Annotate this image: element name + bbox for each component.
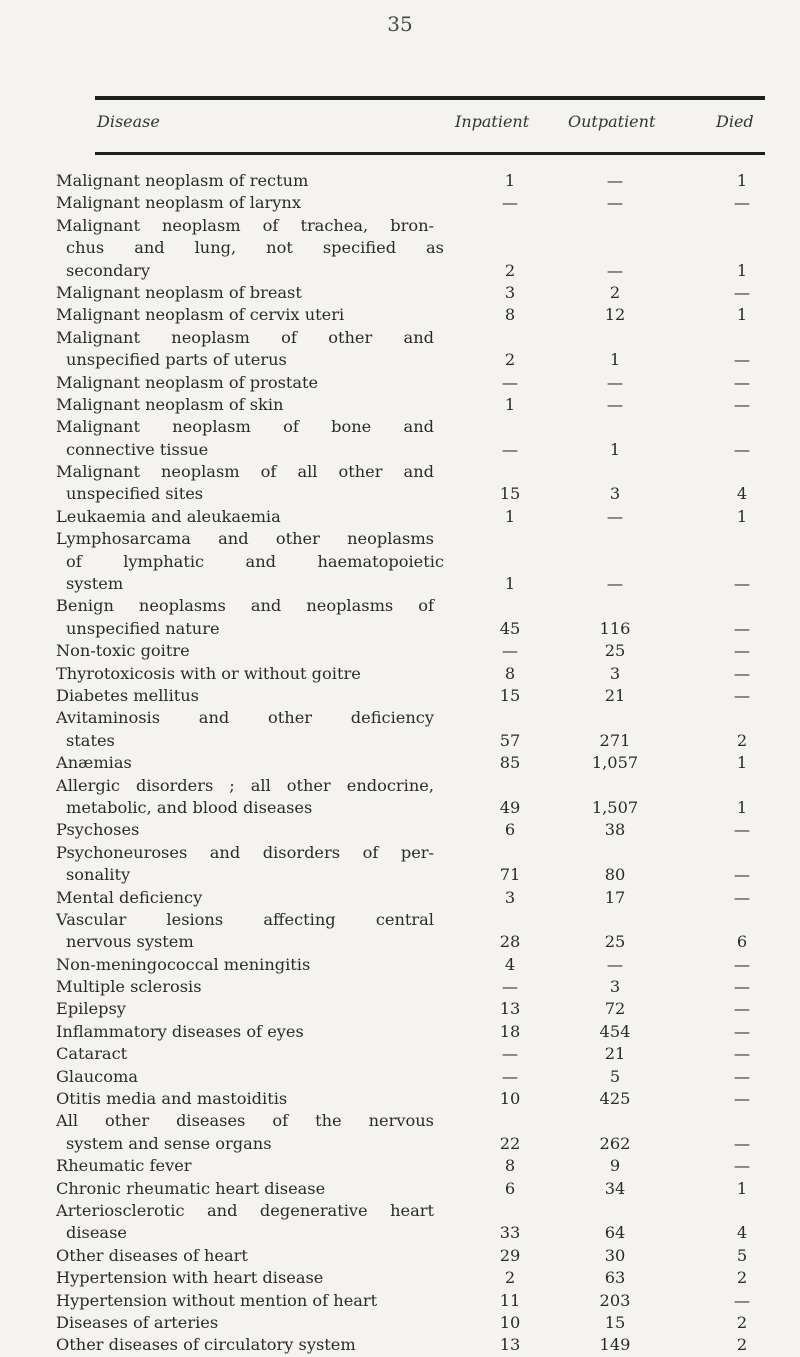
inpatient-count: —: [501, 641, 519, 661]
died-count: —: [733, 1021, 751, 1041]
outpatient-count: 34: [604, 1178, 626, 1198]
died-count: —: [733, 618, 751, 638]
died-count: 1: [736, 260, 748, 280]
disease-name: Chronic rheumatic heart disease: [56, 1178, 326, 1198]
disease-name: Benign neoplasms and neoplasms of: [56, 596, 434, 616]
disease-name: Leukaemia and aleukaemia: [56, 506, 281, 526]
outpatient-count: 17: [604, 887, 626, 907]
inpatient-count: 3: [504, 282, 516, 302]
inpatient-count: 10: [499, 1089, 521, 1109]
outpatient-count: 25: [604, 641, 626, 661]
table-row: [0, 998, 800, 1020]
disease-name: Malignant neoplasm of rectum: [56, 171, 309, 190]
disease-name: All other diseases of the nervous: [56, 1111, 434, 1131]
table-row: [0, 282, 800, 304]
inpatient-count: 33: [499, 1223, 521, 1243]
disease-name: Malignant neoplasm of prostate: [56, 372, 319, 392]
table-row: [0, 1178, 800, 1200]
inpatient-count: —: [501, 1044, 519, 1064]
inpatient-count: 18: [499, 1021, 521, 1041]
died-count: —: [733, 1089, 751, 1109]
died-count: 6: [736, 932, 748, 952]
inpatient-count: 2: [504, 260, 516, 280]
outpatient-count: 12: [604, 305, 626, 325]
table-row: [0, 1200, 800, 1222]
disease-name: Malignant neoplasm of trachea, bron-: [56, 215, 434, 235]
disease-name: Malignant neoplasm of larynx: [56, 193, 301, 213]
disease-name: unspecified sites: [66, 484, 204, 504]
outpatient-count: —: [606, 193, 624, 213]
inpatient-count: 8: [504, 305, 516, 325]
table-row: [0, 1021, 800, 1043]
disease-table: [0, 170, 800, 1357]
disease-name: system and sense organs: [66, 1133, 272, 1153]
disease-name: Epilepsy: [56, 999, 126, 1019]
table-row: [0, 506, 800, 528]
died-count: —: [733, 1066, 751, 1086]
outpatient-count: 30: [604, 1245, 626, 1265]
disease-name: Arteriosclerotic and degenerative heart: [56, 1200, 434, 1220]
outpatient-count: 425: [599, 1089, 631, 1109]
outpatient-count: 3: [609, 484, 621, 504]
inpatient-count: —: [501, 977, 519, 997]
table-row: [0, 931, 800, 953]
inpatient-count: 1: [504, 394, 516, 414]
died-count: —: [733, 193, 751, 213]
died-count: 2: [736, 1312, 748, 1332]
disease-name: Otitis media and mastoiditis: [56, 1089, 288, 1109]
disease-name: system: [66, 574, 124, 594]
table-row: [0, 483, 800, 505]
outpatient-count: 72: [604, 999, 626, 1019]
outpatient-count: 21: [604, 685, 626, 705]
disease-name: Malignant neoplasm of other and: [56, 327, 434, 347]
table-row: [0, 685, 800, 707]
table-row: [0, 976, 800, 998]
table-row: [0, 887, 800, 909]
disease-name: Diseases of arteries: [56, 1312, 219, 1332]
outpatient-count: 15: [604, 1312, 626, 1332]
outpatient-count: —: [606, 171, 624, 190]
table-row: [0, 304, 800, 326]
disease-name: Vascular lesions affecting central: [56, 909, 434, 929]
inpatient-count: 10: [499, 1312, 521, 1332]
disease-name: Non-toxic goitre: [56, 641, 190, 661]
table-row: [0, 394, 800, 416]
disease-name: Anæmias: [56, 753, 132, 773]
table-row: [0, 1312, 800, 1334]
died-count: —: [733, 977, 751, 997]
outpatient-count: 149: [599, 1335, 631, 1355]
died-count: —: [733, 1290, 751, 1310]
disease-name: Other diseases of circulatory system: [56, 1335, 356, 1355]
outpatient-count: 262: [599, 1133, 631, 1153]
outpatient-count: 80: [604, 865, 626, 885]
outpatient-count: 2: [609, 282, 621, 302]
column-header-inpatient: Inpatient: [455, 112, 530, 131]
inpatient-count: 15: [499, 484, 521, 504]
table-row: [0, 663, 800, 685]
disease-name: Malignant neoplasm of cervix uteri: [56, 305, 345, 325]
outpatient-count: —: [606, 394, 624, 414]
disease-name: Malignant neoplasm of breast: [56, 282, 302, 302]
column-header-died: Died: [716, 112, 754, 131]
table-row: [0, 528, 800, 550]
disease-name: Malignant neoplasm of skin: [56, 394, 284, 414]
disease-name: Diabetes mellitus: [56, 685, 199, 705]
inpatient-count: 11: [499, 1290, 521, 1310]
outpatient-count: 9: [609, 1156, 621, 1176]
outpatient-count: 63: [604, 1268, 626, 1288]
table-row: [0, 618, 800, 640]
outpatient-count: 271: [599, 730, 631, 750]
table-row: [0, 327, 800, 349]
table-row: [0, 797, 800, 819]
died-count: 5: [736, 1245, 748, 1265]
disease-name: connective tissue: [66, 439, 209, 459]
inpatient-count: 1: [504, 171, 516, 190]
died-count: 2: [736, 730, 748, 750]
table-row: [0, 1088, 800, 1110]
table-row: [0, 909, 800, 931]
inpatient-count: 13: [499, 1335, 521, 1355]
disease-name: secondary: [66, 260, 151, 280]
outpatient-count: 25: [604, 932, 626, 952]
table-row: [0, 819, 800, 841]
died-count: —: [733, 685, 751, 705]
outpatient-count: 1: [609, 439, 621, 459]
died-count: 4: [736, 1223, 748, 1243]
disease-name: Lymphosarcama and other neoplasms: [56, 529, 434, 549]
column-header-outpatient: Outpatient: [568, 112, 656, 131]
outpatient-count: —: [606, 260, 624, 280]
table-row: [0, 170, 800, 192]
inpatient-count: 71: [499, 865, 521, 885]
outpatient-count: 3: [609, 663, 621, 683]
died-count: 1: [736, 171, 748, 190]
inpatient-count: 8: [504, 663, 516, 683]
table-row: [0, 1334, 800, 1356]
disease-name: Avitaminosis and other deficiency: [56, 708, 434, 728]
outpatient-count: —: [606, 506, 624, 526]
inpatient-count: 22: [499, 1133, 521, 1153]
inpatient-count: 3: [504, 887, 516, 907]
outpatient-count: 21: [604, 1044, 626, 1064]
died-count: —: [733, 887, 751, 907]
disease-name: Non-meningococcal meningitis: [56, 954, 311, 974]
inpatient-count: 15: [499, 685, 521, 705]
disease-name: Malignant neoplasm of all other and: [56, 462, 434, 482]
header-bottom-rule: [95, 152, 765, 155]
table-row: [0, 215, 800, 237]
table-row: [0, 349, 800, 371]
disease-name: nervous system: [66, 932, 194, 952]
outpatient-count: —: [606, 372, 624, 392]
disease-name: states: [66, 730, 115, 750]
table-row: [0, 1290, 800, 1312]
disease-name: Malignant neoplasm of bone and: [56, 417, 434, 437]
inpatient-count: 28: [499, 932, 521, 952]
table-row: [0, 775, 800, 797]
disease-name: sonality: [66, 865, 131, 885]
table-row: [0, 954, 800, 976]
disease-name: Allergic disorders ; all other endocrine,: [56, 775, 434, 795]
table-row: [0, 1133, 800, 1155]
outpatient-count: 1,507: [591, 797, 639, 817]
table-row: [0, 1110, 800, 1132]
disease-name: Inflammatory diseases of eyes: [56, 1021, 304, 1041]
died-count: —: [733, 439, 751, 459]
disease-name: Psychoneuroses and disorders of per-: [56, 842, 434, 862]
page-number: 35: [387, 12, 413, 36]
outpatient-count: 1: [609, 350, 621, 370]
inpatient-count: 85: [499, 753, 521, 773]
disease-name: Glaucoma: [56, 1066, 138, 1086]
table-row: [0, 842, 800, 864]
table-row: [0, 192, 800, 214]
died-count: —: [733, 372, 751, 392]
inpatient-count: —: [501, 193, 519, 213]
died-count: —: [733, 1133, 751, 1153]
died-count: —: [733, 820, 751, 840]
inpatient-count: —: [501, 439, 519, 459]
inpatient-count: 2: [504, 1268, 516, 1288]
outpatient-count: 5: [609, 1066, 621, 1086]
died-count: 1: [736, 305, 748, 325]
inpatient-count: 8: [504, 1156, 516, 1176]
disease-name: Rheumatic fever: [56, 1156, 192, 1176]
table-row: [0, 416, 800, 438]
inpatient-count: 13: [499, 999, 521, 1019]
inpatient-count: 1: [504, 574, 516, 594]
died-count: 1: [736, 753, 748, 773]
inpatient-count: 2: [504, 350, 516, 370]
inpatient-count: 4: [504, 954, 516, 974]
table-row: [0, 573, 800, 595]
disease-name: disease: [66, 1223, 127, 1243]
disease-name: Hypertension with heart disease: [56, 1268, 324, 1288]
outpatient-count: 3: [609, 977, 621, 997]
outpatient-count: 116: [599, 618, 631, 638]
outpatient-count: —: [606, 954, 624, 974]
inpatient-count: 49: [499, 797, 521, 817]
died-count: 1: [736, 797, 748, 817]
died-count: 1: [736, 1178, 748, 1198]
outpatient-count: 203: [599, 1290, 631, 1310]
inpatient-count: —: [501, 1066, 519, 1086]
disease-name: Multiple sclerosis: [56, 977, 202, 997]
table-row: [0, 1155, 800, 1177]
disease-name: of lymphatic and haematopoietic: [66, 551, 444, 571]
inpatient-count: 6: [504, 1178, 516, 1198]
table-row: [0, 439, 800, 461]
table-row: [0, 237, 800, 259]
outpatient-count: 454: [599, 1021, 631, 1041]
table-row: [0, 707, 800, 729]
table-row: [0, 1222, 800, 1244]
died-count: 2: [736, 1335, 748, 1355]
table-row: [0, 595, 800, 617]
table-row: [0, 551, 800, 573]
table-row: [0, 260, 800, 282]
table-row: [0, 372, 800, 394]
inpatient-count: 45: [499, 618, 521, 638]
died-count: 4: [736, 484, 748, 504]
header-top-rule: [95, 96, 765, 100]
inpatient-count: 29: [499, 1245, 521, 1265]
table-row: [0, 1066, 800, 1088]
outpatient-count: 38: [604, 820, 626, 840]
died-count: —: [733, 282, 751, 302]
table-row: [0, 1267, 800, 1289]
died-count: —: [733, 350, 751, 370]
disease-name: chus and lung, not specified as: [66, 238, 444, 258]
died-count: —: [733, 1044, 751, 1064]
died-count: —: [733, 999, 751, 1019]
inpatient-count: —: [501, 372, 519, 392]
disease-name: Cataract: [56, 1044, 128, 1064]
died-count: —: [733, 394, 751, 414]
disease-name: metabolic, and blood diseases: [66, 797, 313, 817]
disease-name: Mental deficiency: [56, 887, 203, 907]
died-count: —: [733, 865, 751, 885]
outpatient-count: —: [606, 574, 624, 594]
disease-name: Hypertension without mention of heart: [56, 1290, 378, 1310]
inpatient-count: 6: [504, 820, 516, 840]
table-row: [0, 864, 800, 886]
died-count: —: [733, 1156, 751, 1176]
inpatient-count: 57: [499, 730, 521, 750]
table-row: [0, 1043, 800, 1065]
disease-name: Thyrotoxicosis with or without goitre: [56, 663, 361, 683]
died-count: —: [733, 663, 751, 683]
table-row: [0, 752, 800, 774]
table-row: [0, 1245, 800, 1267]
died-count: —: [733, 574, 751, 594]
outpatient-count: 1,057: [591, 753, 639, 773]
outpatient-count: 64: [604, 1223, 626, 1243]
column-header-disease: Disease: [97, 112, 160, 131]
inpatient-count: 1: [504, 506, 516, 526]
table-row: [0, 461, 800, 483]
table-row: [0, 730, 800, 752]
disease-name: Other diseases of heart: [56, 1245, 248, 1265]
died-count: 2: [736, 1268, 748, 1288]
disease-name: unspecified nature: [66, 618, 220, 638]
table-row: [0, 640, 800, 662]
disease-name: Psychoses: [56, 820, 140, 840]
disease-name: unspecified parts of uterus: [66, 350, 287, 370]
died-count: —: [733, 641, 751, 661]
died-count: 1: [736, 506, 748, 526]
died-count: —: [733, 954, 751, 974]
